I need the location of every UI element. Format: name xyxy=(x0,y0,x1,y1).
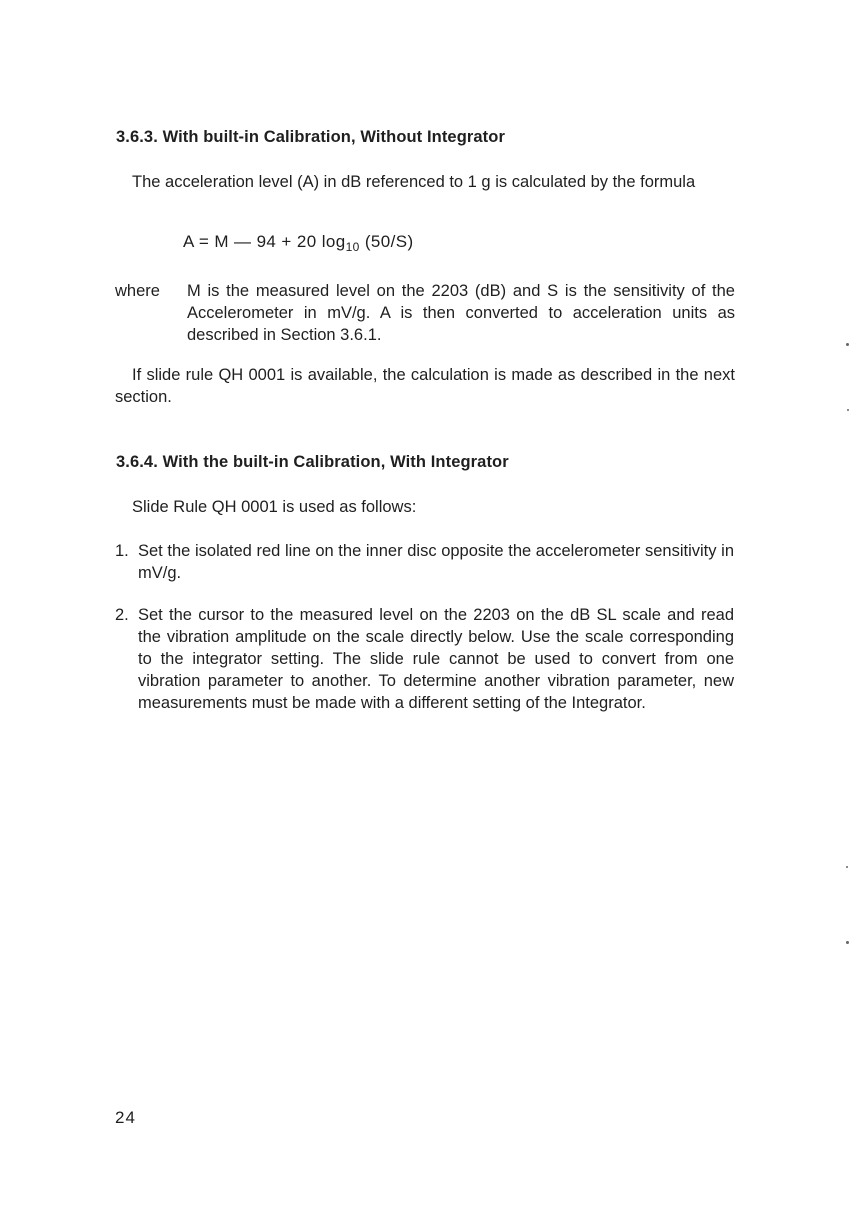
step-2-number: 2. xyxy=(115,606,129,624)
slide-rule-note: If slide rule QH 0001 is available, the calculation is made as described in the next section. xyxy=(115,366,735,406)
formula-main: A = M — 94 + 20 log xyxy=(183,232,346,251)
scan-speck xyxy=(846,866,848,868)
section-363-intro: The acceleration level (A) in dB referenced to 1 g is calculated by the formula xyxy=(132,173,696,191)
where-definition: M is the measured level on the 2203 (dB) and S is the sensitivity of the Accelerometer in mV/g. A is then converted to acceleration units as described in Section 3.6.1. xyxy=(187,282,735,344)
formula-tail: (50/S) xyxy=(359,232,414,251)
page-number: 24 xyxy=(115,1108,136,1127)
section-363-heading: 3.6.3. With built-in Calibration, Without Integrator xyxy=(116,128,505,146)
formula-subscript: 10 xyxy=(345,240,360,254)
scan-speck xyxy=(846,343,849,346)
scan-speck xyxy=(847,409,849,411)
step-1-number: 1. xyxy=(115,542,129,560)
where-label: where xyxy=(115,282,160,300)
section-364-intro: Slide Rule QH 0001 is used as follows: xyxy=(132,498,417,516)
acceleration-formula xyxy=(183,232,414,254)
step-1-text: Set the isolated red line on the inner disc opposite the accelerometer sensitivity in mV/g. xyxy=(138,542,734,582)
scan-speck xyxy=(846,941,849,944)
step-2-text: Set the cursor to the measured level on the 2203 on the dB SL scale and read the vibration amplitude on the scale directly below. Use the scale corresponding to the integrator setting. The slide rule cannot be used to convert from one vibration parameter to another. To determine another vibration parameter, new measurements must be made with a different setting of the Integrator. xyxy=(138,606,734,712)
section-364-heading: 3.6.4. With the built-in Calibration, With Integrator xyxy=(116,453,509,471)
